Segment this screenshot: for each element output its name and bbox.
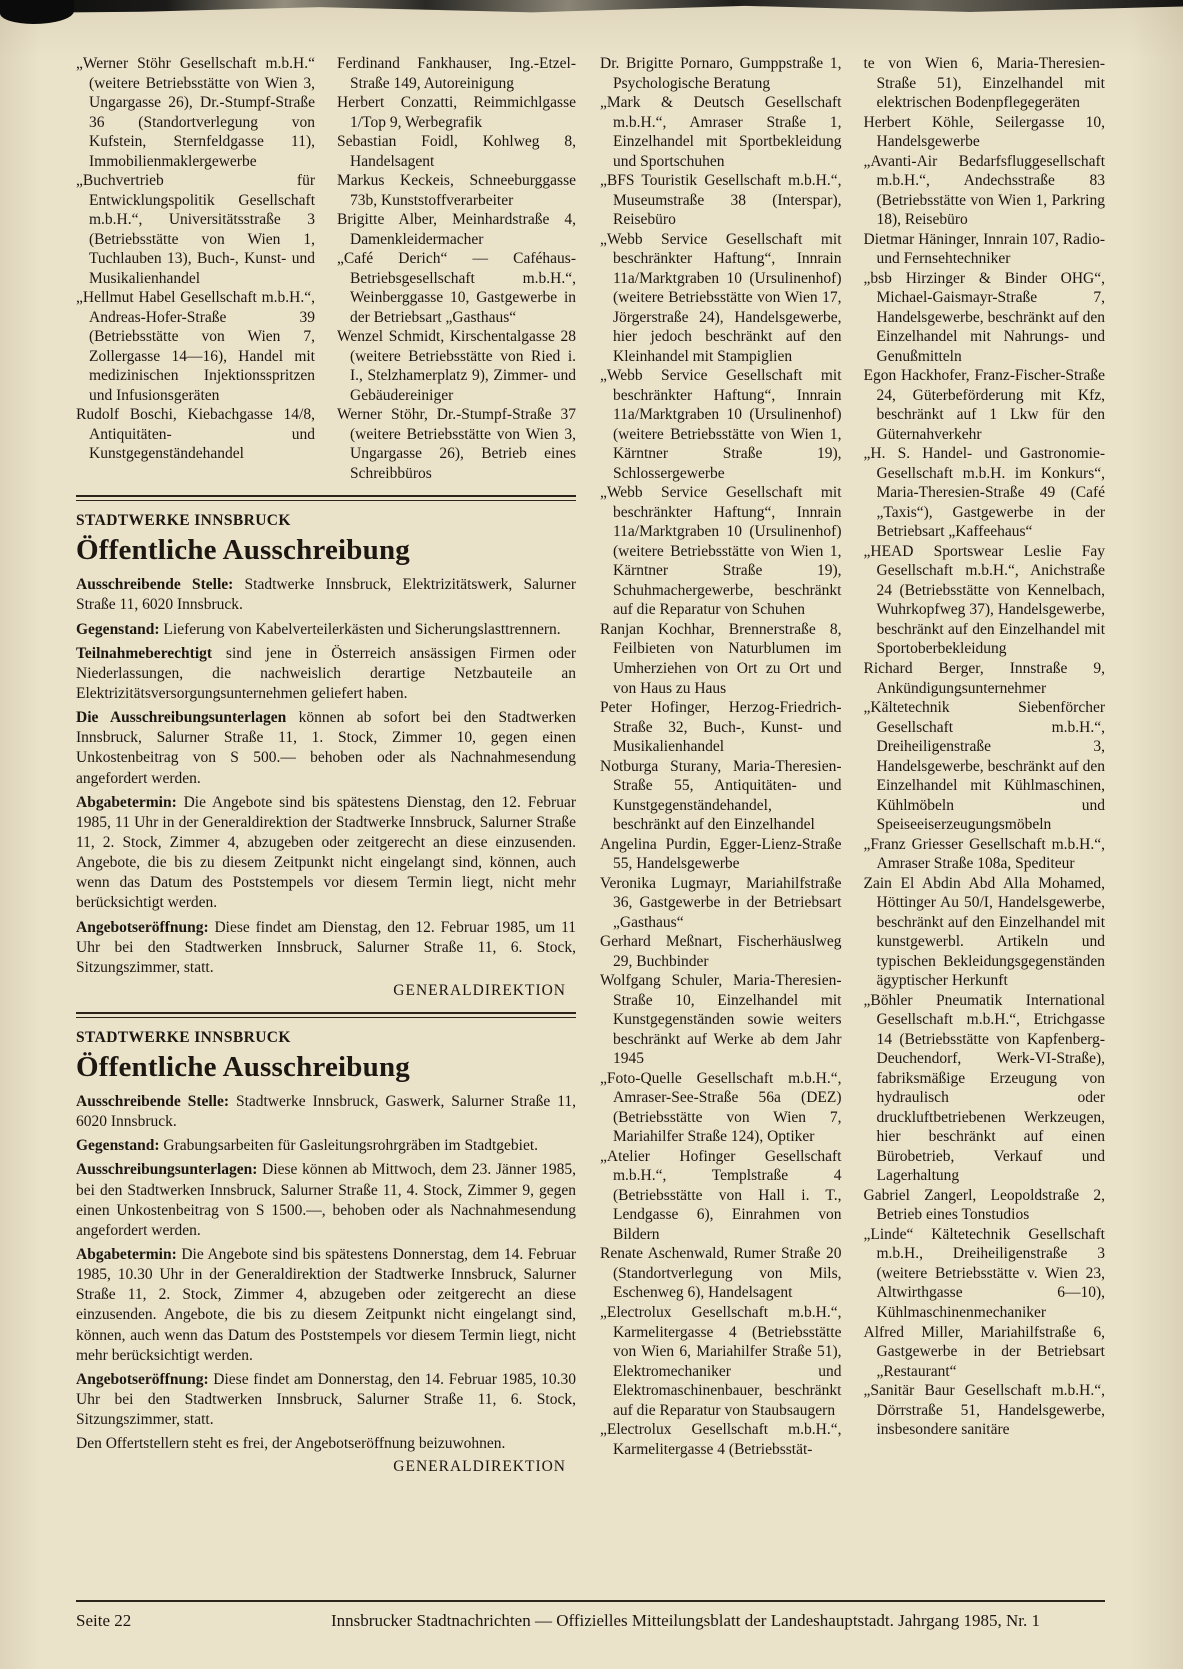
announcement-paragraph: [76, 1160, 576, 1241]
announcement-paragraph: [76, 575, 576, 615]
paragraph-lead: Die Ausschreibungsunterlagen: [76, 709, 287, 727]
announcement-kicker: STADTWERKE INNSBRUCK: [76, 1029, 291, 1047]
listing-entry: „Sanitär Baur Gesellschaft m.b.H.“, Dörrstraße 51, Handelsgewerbe, insbesondere sanitäre: [863, 1382, 1105, 1439]
listing-entry: Dietmar Häninger, Innrain 107, Radio- und Fernsehtechniker: [863, 230, 1105, 268]
listing-entry: „Werner Stöhr Gesellschaft m.b.H.“ (weitere Betriebsstätte von Wien 3, Ungargasse 26), Dr.-Stumpf-Straße 36 (Standortverlegung von Kufstein, Sternfeldgasse 11), Immobilienmaklergewerbe: [76, 55, 315, 170]
announcement-body: [76, 575, 576, 978]
listing-entry: „Franz Griesser Gesellschaft m.b.H.“, Amraser Straße 108a, Spediteur: [863, 835, 1105, 873]
listing-entry: „H. S. Handel- und Gastronomie-Gesellschaft m.b.H. im Konkurs“, Maria-Theresien-Straße 49 (Café „Taxis“), Gastgewerbe in der Betriebsart „Kaffeehaus“: [863, 445, 1105, 541]
listing-entry: Wolfgang Schuler, Maria-Theresien-Straße 10, Einzelhandel mit Kunstgegenständen sowie weiters beschränkt auf Werke ab dem Jahr 1945: [600, 972, 842, 1068]
listing-entry: „HEAD Sportswear Leslie Fay Gesellschaft m.b.H.“, Anichstraße 24 (Betriebsstätte von Kennelbach, Wuhrkopfweg 37), Handelsgewerbe, beschränkt auf den Einzelhandel mit Sportoberbekleidung: [863, 542, 1105, 658]
listing-entry: „Hellmut Habel Gesellschaft m.b.H.“, Andreas-Hofer-Straße 39 (Betriebsstätte von Wien 7, Zollergasse 14—16), Handel mit medizinischen Injektionsspritzen und Infusionsgeräten: [76, 289, 315, 404]
listing-entry: Zain El Abdin Abd Alla Mohamed, Höttinger Au 50/I, Handelsgewerbe, beschränkt auf den Einzelhandel mit kunstgewerbl. Artikeln und typischen Bekleidungsgegenständen ägyptischer Herkunft: [863, 874, 1105, 990]
left-half: [76, 54, 576, 1476]
listing-entry: „BFS Touristik Gesellschaft m.b.H.“, Museumstraße 38 (Interspar), Reisebüro: [600, 172, 842, 229]
listing-entry: Egon Hackhofer, Franz-Fischer-Straße 24, Güterbeförderung mit Kfz, beschränkt auf 1 Lkw für den Güternahverkehr: [863, 367, 1105, 443]
listing-entry: „Café Derich“ — Caféhaus-Betriebsgesellschaft m.b.H.“, Weinberggasse 10, Gastgewerbe in der Betriebsart „Gasthaus“: [337, 250, 576, 326]
page-number: Seite 22: [76, 1611, 132, 1630]
announcement-paragraph: [76, 1092, 576, 1132]
paragraph-text: Die Angebote sind bis spätestens Donnerstag, dem 14. Februar 1985, 10.30 Uhr in der Generaldirektion der Stadtwerke Innsbruck, Salurner Straße 11, 2. Stock, Zimmer 4, abzugeben oder zeitgerecht an diese einzusenden. Angebote, die bis zu diesem Zeitpunkt nicht eingelangt sind, können, auch wenn das Datum des Poststempels vor diesem Termin liegt, nicht mehr berücksichtigt werden.: [76, 1246, 576, 1364]
paragraph-lead: Teilnahmeberechtigt: [76, 644, 213, 662]
listing-entry: Ranjan Kochhar, Brennerstraße 8, Feilbieten von Naturblumen im Umherziehen von Ort zu Ort und von Haus zu Haus: [600, 620, 842, 697]
announcement-paragraph: [76, 620, 576, 640]
listing-column-3: [600, 54, 842, 1476]
section-divider: [76, 495, 576, 501]
listing-entry: „Electrolux Gesellschaft m.b.H.“, Karmelitergasse 4 (Betriebsstätte von Wien 6, Mariahilfer Straße 51), Elektromechaniker und Elektromaschinenbauer, beschränkt auf die Reparatur von Staubsaugern: [600, 1304, 842, 1419]
listing-entry: „Electrolux Gesellschaft m.b.H.“, Karmelitergasse 4 (Betriebsstät-: [600, 1421, 842, 1458]
listing-entry: Peter Hofinger, Herzog-Friedrich-Straße 32, Buch-, Kunst- und Musikalienhandel: [600, 699, 842, 756]
announcement-paragraph: [76, 1370, 576, 1430]
listing-entry: Brigitte Alber, Meinhardstraße 4, Damenkleidermacher: [337, 211, 576, 248]
listing-entry: Notburga Sturany, Maria-Theresien-Straße 55, Antiquitäten- und Kunstgegenständehandel, beschränkt auf den Einzelhandel: [600, 757, 842, 834]
page-footer: [76, 1600, 1105, 1631]
listing-column-2: [337, 54, 576, 483]
listing-entry: „Kältetechnik Siebenförcher Gesellschaft m.b.H.“, Dreiheiligenstraße 3, Handelsgewerbe, beschränkt auf den Einzelhandel mit Kühlmaschinen, Kühlmöbeln und Speiseeiserzeugungsmöbeln: [863, 699, 1105, 834]
listing-entry: „Foto-Quelle Gesellschaft m.b.H.“, Amraser-See-Straße 56a (DEZ) (Betriebsstätte von Wien 7, Mariahilfer Straße 124), Optiker: [600, 1069, 842, 1146]
paragraph-text: Lieferung von Kabelverteilerkästen und Sicherungslasttrennern.: [159, 620, 561, 638]
paragraph-lead: Abgabetermin:: [76, 1246, 177, 1263]
tender-announcement-2: [76, 1012, 576, 1476]
page-content: [76, 54, 1105, 1476]
footer-masthead: Innsbrucker Stadtnachrichten — Offizielles Mitteilungsblatt der Landeshauptstadt. Jahrgang 1985, Nr. 1: [331, 1611, 1040, 1630]
listing-entry: te von Wien 6, Maria-Theresien-Straße 51), Einzelhandel mit elektrischen Bodenpflegegeräten: [863, 55, 1105, 112]
listing-entry: Gerhard Meßnart, Fischerhäuslweg 29, Buchbinder: [600, 933, 842, 970]
listing-entry: „Webb Service Gesellschaft mit beschränkter Haftung“, Innrain 11a/Marktgraben 10 (Ursulinenhof) (weitere Betriebsstätte von Wien 17, Jörgerstraße 24), Handelsgewerbe, hier jedoch beschränkt auf den Kleinhandel mit Stampiglien: [600, 230, 842, 365]
paragraph-text: Stadtwerke Innsbruck, Gaswerk, Salurner Straße 11, 6020 Innsbruck.: [76, 1093, 576, 1131]
listing-entry: Alfred Miller, Mariahilfstraße 6, Gastgewerbe in der Betriebsart „Restaurant“: [863, 1323, 1105, 1380]
paragraph-text: Stadtwerke Innsbruck, Elektrizitätswerk, Salurner Straße 11, 6020 Innsbruck.: [76, 576, 576, 614]
paragraph-lead: Abgabetermin:: [76, 793, 177, 811]
tender-announcement-1: [76, 495, 576, 1000]
listing-entry: Gabriel Zangerl, Leopoldstraße 2, Betrieb eines Tonstudios: [863, 1186, 1105, 1224]
paragraph-text: Diese können ab Mittwoch, dem 23. Jänner 1985, bei den Stadtwerken Innsbruck, Salurner Straße 11, 4. Stock, Zimmer 9, gegen einen Unkostenbeitrag von S 1500.—, behoben oder als Nachnahmesendung angefordert werden.: [76, 1161, 576, 1239]
footer-line: [76, 1611, 1105, 1631]
paragraph-text: Die Angebote sind bis spätestens Dienstag, den 12. Februar 1985, 11 Uhr in der Generaldirektion der Stadtwerke Innsbruck, Salurner Straße 11, 2. Stock, Zimmer 4, abzugeben oder zeitgerecht an diese einzusenden. Angebote, die bis zu diesem Zeitpunkt nicht eingelangt sind, können, auch wenn das Datum des Poststempels vor diesem Termin liegt, nicht mehr berücksichtigt werden.: [76, 793, 576, 912]
paragraph-lead: Angebotseröffnung:: [76, 1370, 209, 1388]
listing-entry: Dr. Brigitte Pornaro, Gumppstraße 1, Psychologische Beratung: [600, 55, 842, 92]
announcement-title: Öffentliche Ausschreibung: [76, 1051, 410, 1084]
listing-entry: Herbert Conzatti, Reimmichlgasse 1/Top 9, Werbegrafik: [337, 94, 576, 131]
listing-entry: Wenzel Schmidt, Kirschentalgasse 28 (weitere Betriebsstätte von Ried i. I., Stelzhamerplatz 9), Zimmer- und Gebäudereiniger: [337, 328, 576, 404]
right-half: [600, 54, 1105, 1476]
paragraph-lead: Gegenstand:: [76, 1137, 160, 1155]
listing-entry: Herbert Köhle, Seilergasse 10, Handelsgewerbe: [863, 113, 1105, 151]
listing-entry: Richard Berger, Innstraße 9, Ankündigungsunternehmer: [863, 659, 1105, 697]
announcement-paragraph: [76, 918, 576, 978]
listing-entry: „Webb Service Gesellschaft mit beschränkter Haftung“, Innrain 11a/Marktgraben 10 (Ursulinenhof) (weitere Betriebsstätte von Wien 1, Kärntner Straße 19), Schlossergewerbe: [600, 367, 842, 482]
paragraph-text: Den Offertstellern steht es frei, der Angebotseröffnung beizuwohnen.: [76, 1435, 506, 1453]
left-listings-row: [76, 54, 576, 483]
announcement-paragraph: [76, 1136, 576, 1156]
paragraph-lead: Ausschreibungsunterlagen:: [76, 1161, 258, 1179]
paragraph-lead: Ausschreibende Stelle:: [76, 576, 234, 594]
listing-entry: Renate Aschenwald, Rumer Straße 20 (Standortverlegung von Mils, Eschenweg 6), Handelsagent: [600, 1245, 842, 1302]
listing-entry: „Böhler Pneumatik International Gesellschaft m.b.H.“, Etrichgasse 14 (Betriebsstätte von Kapfenberg-Deuchendorf, Werk-VI-Straße), fabriksmäßige Erzeugung von hydraulisch oder druckluftbetriebenen Werkzeugen, hier beschränkt auf einen Bürobetrieb, Verkauf und Lagerhaltung: [863, 991, 1105, 1185]
announcement-body: [76, 1092, 576, 1454]
listing-entry: „Avanti-Air Bedarfsfluggesellschaft m.b.H.“, Andechsstraße 83 (Betriebsstätte von Wien 1, Parkring 18), Reisebüro: [863, 152, 1105, 229]
paragraph-text: sind jene in Österreich ansässigen Firmen oder Niederlassungen, die nachweislich derartige Netzbauteile an Elektrizitätsversorgungsunternehmen geliefert haben.: [76, 644, 576, 703]
paragraph-text: Diese findet am Donnerstag, den 14. Februar 1985, 10.30 Uhr bei den Stadtwerken Innsbruck, Salurner Straße 11, 6. Stock, Sitzungszimmer, statt.: [76, 1370, 576, 1429]
paragraph-text: Diese findet am Dienstag, den 12. Februar 1985, um 11 Uhr bei den Stadtwerken Innsbruck, Salurner Straße 11, 6. Stock, Sitzungszimmer, statt.: [76, 918, 576, 976]
scan-artifact-corner: [0, 0, 74, 24]
listing-entry: „Webb Service Gesellschaft mit beschränkter Haftung“, Innrain 11a/Marktgraben 10 (Ursulinenhof) (weitere Betriebsstätte von Wien 1, Kärntner Straße 19), Schuhmachergewerbe, beschränkt auf die Reparatur von Schuhen: [600, 484, 842, 619]
listing-entry: Angelina Purdin, Egger-Lienz-Straße 55, Handelsgewerbe: [600, 835, 842, 873]
paragraph-lead: Angebotseröffnung:: [76, 918, 209, 936]
listing-entry: „Linde“ Kältetechnik Gesellschaft m.b.H., Dreiheiligenstraße 3 (weitere Betriebsstätte v. Wien 23, Altwirthgasse 6—10), Kühlmaschinenmechaniker: [863, 1225, 1105, 1321]
listing-entry: Ferdinand Fankhauser, Ing.-Etzel-Straße 149, Autoreinigung: [337, 55, 576, 92]
paragraph-lead: Ausschreibende Stelle:: [76, 1093, 230, 1111]
listing-entry: Sebastian Foidl, Kohlweg 8, Handelsagent: [337, 133, 576, 170]
listing-entry: „Buchvertrieb für Entwicklungspolitik Gesellschaft m.b.H.“, Universitätsstraße 3 (Betriebsstätte von Wien 1, Tuchlauben 13), Buch-, Kunst- und Musikalienhandel: [76, 172, 315, 287]
section-divider: [76, 1012, 576, 1018]
paragraph-text: Grabungsarbeiten für Gasleitungsrohrgräben im Stadtgebiet.: [159, 1137, 539, 1155]
announcement-paragraph: [76, 1245, 576, 1366]
announcement-kicker: STADTWERKE INNSBRUCK: [76, 512, 291, 530]
paragraph-lead: Gegenstand:: [76, 620, 160, 638]
listing-column-1: [76, 54, 315, 483]
announcement-paragraph: [76, 708, 576, 789]
announcement-title: Öffentliche Ausschreibung: [76, 534, 410, 567]
listing-entry: Werner Stöhr, Dr.-Stumpf-Straße 37 (weitere Betriebsstätte von Wien 3, Ungargasse 26), Betrieb eines Schreibbüros: [337, 406, 576, 482]
announcement-signature: GENERALDIREKTION: [393, 1458, 566, 1476]
announcement-paragraph: [76, 793, 576, 914]
scan-artifact-top: [0, 0, 1183, 13]
announcement-paragraph: [76, 644, 576, 704]
paragraph-text: können ab sofort bei den Stadtwerken Innsbruck, Salurner Straße 11, 1. Stock, Zimmer 10, gegen einen Unkostenbeitrag von S 500.— behoben oder als Nachnahmesendung angefordert werden.: [76, 709, 576, 787]
listing-entry: „Mark & Deutsch Gesellschaft m.b.H.“, Amraser Straße 1, Einzelhandel mit Sportbekleidung und Sportschuhen: [600, 94, 842, 170]
listing-entry: Markus Keckeis, Schneeburggasse 73b, Kunststoffverarbeiter: [337, 172, 576, 209]
listing-entry: „bsb Hirzinger & Binder OHG“, Michael-Gaismayr-Straße 7, Handelsgewerbe, beschränkt auf den Einzelhandel mit Nahrungs- und Genußmitteln: [863, 269, 1105, 365]
listing-column-4: [864, 54, 1106, 1476]
listing-entry: Rudolf Boschi, Kiebachgasse 14/8, Antiquitäten- und Kunstgegenständehandel: [76, 406, 315, 463]
listing-entry: Veronika Lugmayr, Mariahilfstraße 36, Gastgewerbe in der Betriebsart „Gasthaus“: [600, 874, 842, 931]
listing-entry: „Atelier Hofinger Gesellschaft m.b.H.“, Templstraße 4 (Betriebsstätte von Hall i. T., Lendgasse 6), Einrahmen von Bildern: [600, 1147, 842, 1243]
announcement-paragraph: [76, 1434, 576, 1454]
announcement-signature: GENERALDIREKTION: [393, 982, 566, 1000]
